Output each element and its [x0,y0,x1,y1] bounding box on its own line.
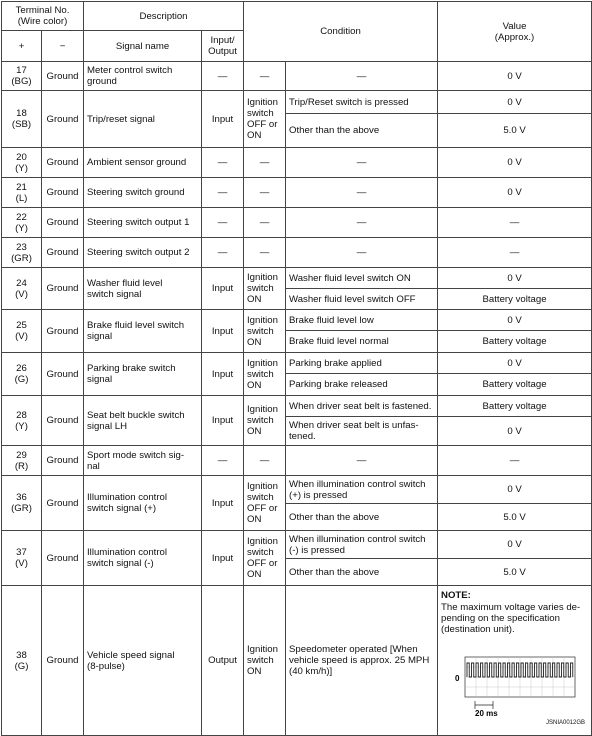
terminal-no: 28 (Y) [2,396,42,446]
condition-main: Ignition switch ON [244,586,286,736]
time-scale-label: 20 ms [475,709,498,718]
table-row [2,91,592,114]
ground-cell: Ground [42,208,84,238]
value-cell: 0 V [438,178,592,208]
value-cell: 0 V [438,531,592,559]
condition-detail: Trip/Reset switch is pressed [286,91,438,114]
table-row [2,148,592,178]
terminal-no: 20 (Y) [2,148,42,178]
value-cell: — [438,238,592,268]
input-output: — [202,446,244,476]
input-output: Input [202,310,244,353]
value-cell: Battery voltage [438,374,592,396]
input-output: Input [202,396,244,446]
condition-main: — [244,178,286,208]
ground-cell: Ground [42,396,84,446]
input-output: Input [202,268,244,310]
condition-detail: — [286,238,438,268]
ground-cell: Ground [42,91,84,148]
terminal-no: 37 (V) [2,531,42,586]
table-row [2,446,592,476]
condition-detail: — [286,62,438,91]
ground-cell: Ground [42,238,84,268]
ground-cell: Ground [42,268,84,310]
ground-cell: Ground [42,531,84,586]
value-cell: 0 V [438,148,592,178]
value-cell: 0 V [438,268,592,289]
value-cell: 0 V [438,476,592,504]
terminal-no: 22 (Y) [2,208,42,238]
header-input-output: Input/ Output [202,31,244,62]
table-row [2,208,592,238]
condition-main: Ignition switch ON [244,310,286,353]
input-output: Input [202,91,244,148]
condition-detail: Brake fluid level low [286,310,438,331]
signal-name: Steering switch ground [84,178,202,208]
value-cell: Battery voltage [438,396,592,417]
input-output: — [202,62,244,91]
condition-main: — [244,62,286,91]
header-plus: + [2,31,42,62]
condition-main: Ignition switch OFF or ON [244,531,286,586]
condition-detail: — [286,178,438,208]
table-row [2,268,592,289]
header-condition: Condition [244,2,438,62]
ground-cell: Ground [42,178,84,208]
terminal-no: 23 (GR) [2,238,42,268]
terminal-no: 36 (GR) [2,476,42,531]
signal-name: Meter control switch ground [84,62,202,91]
terminal-no: 29 (R) [2,446,42,476]
value-cell: Battery voltage [438,289,592,310]
terminal-no: 24 (V) [2,268,42,310]
condition-detail: Washer fluid level switch ON [286,268,438,289]
signal-name: Steering switch output 2 [84,238,202,268]
condition-detail: When illumination control switch (-) is pressed [286,531,438,559]
signal-name: Sport mode switch sig- nal [84,446,202,476]
note-text: The maximum voltage varies de- pending on the specification (destination unit). [441,602,581,635]
signal-name: Illumination control switch signal (-) [84,531,202,586]
value-cell: 0 V [438,310,592,331]
input-output: Input [202,476,244,531]
condition-detail: Parking brake applied [286,353,438,374]
value-cell: — [438,446,592,476]
value-cell: 5.0 V [438,114,592,148]
header-terminal-no: Terminal No. (Wire color) [2,2,84,31]
note-title: NOTE: [441,590,471,601]
terminal-no: 17 (BG) [2,62,42,91]
table-row [2,310,592,331]
condition-detail: — [286,208,438,238]
condition-detail: Other than the above [286,504,438,531]
ground-cell: Ground [42,353,84,396]
terminal-no: 21 (L) [2,178,42,208]
ground-cell: Ground [42,148,84,178]
value-cell: 5.0 V [438,504,592,531]
signal-name: Washer fluid level switch signal [84,268,202,310]
condition-main: Ignition switch ON [244,353,286,396]
input-output: — [202,208,244,238]
condition-detail: Other than the above [286,559,438,586]
signal-name: Illumination control switch signal (+) [84,476,202,531]
condition-detail: When illumination control switch (+) is pressed [286,476,438,504]
input-output: Output [202,586,244,736]
value-cell: Battery voltage [438,331,592,353]
condition-detail: Other than the above [286,114,438,148]
signal-name: Trip/reset signal [84,91,202,148]
table-row [2,238,592,268]
signal-name: Vehicle speed signal (8-pulse) [84,586,202,736]
condition-detail: Brake fluid level normal [286,331,438,353]
value-cell: — [438,208,592,238]
condition-main: Ignition switch OFF or ON [244,91,286,148]
table-row [2,396,592,417]
table-row [2,178,592,208]
terminal-no: 18 (SB) [2,91,42,148]
terminal-no: 25 (V) [2,310,42,353]
table-row [2,586,592,736]
value-cell: 0 V [438,62,592,91]
condition-detail: When driver seat belt is unfas- tened. [286,417,438,446]
condition-main: — [244,208,286,238]
note-cell [438,586,592,736]
condition-main: — [244,446,286,476]
signal-name: Seat belt buckle switch signal LH [84,396,202,446]
condition-detail: When driver seat belt is fastened. [286,396,438,417]
header-signal-name: Signal name [84,31,202,62]
condition-detail: — [286,148,438,178]
value-cell: 0 V [438,91,592,114]
terminal-no: 38 (G) [2,586,42,736]
input-output: Input [202,353,244,396]
ground-cell: Ground [42,310,84,353]
condition-main: — [244,148,286,178]
condition-detail: — [286,446,438,476]
condition-main: Ignition switch ON [244,268,286,310]
terminal-no: 26 (G) [2,353,42,396]
table-row [2,353,592,374]
signal-name: Brake fluid level switch signal [84,310,202,353]
condition-detail: Washer fluid level switch OFF [286,289,438,310]
condition-main: — [244,238,286,268]
value-cell: 5.0 V [438,559,592,586]
signal-name: Parking brake switch signal [84,353,202,396]
table-row [2,531,592,559]
input-output: Input [202,531,244,586]
signal-name: Ambient sensor ground [84,148,202,178]
condition-detail: Speedometer operated [When vehicle speed is approx. 25 MPH (40 km/h)] [286,586,438,736]
input-output: — [202,238,244,268]
input-output: — [202,178,244,208]
header-value: Value (Approx.) [438,2,592,62]
ground-cell: Ground [42,62,84,91]
ground-cell: Ground [42,476,84,531]
pulse-waveform-figure [455,643,579,719]
ground-cell: Ground [42,586,84,736]
signal-name: Steering switch output 1 [84,208,202,238]
input-output: — [202,148,244,178]
header-description: Description [84,2,244,31]
ground-cell: Ground [42,446,84,476]
table-row [2,476,592,504]
condition-detail: Parking brake released [286,374,438,396]
header-minus: − [42,31,84,62]
zero-voltage-label: 0 [455,674,460,683]
terminal-spec-table [1,1,592,736]
value-cell: 0 V [438,417,592,446]
value-cell: 0 V [438,353,592,374]
condition-main: Ignition switch ON [244,396,286,446]
condition-main: Ignition switch OFF or ON [244,476,286,531]
figure-id: JSNIA0012GB [546,720,586,726]
table-row [2,62,592,91]
